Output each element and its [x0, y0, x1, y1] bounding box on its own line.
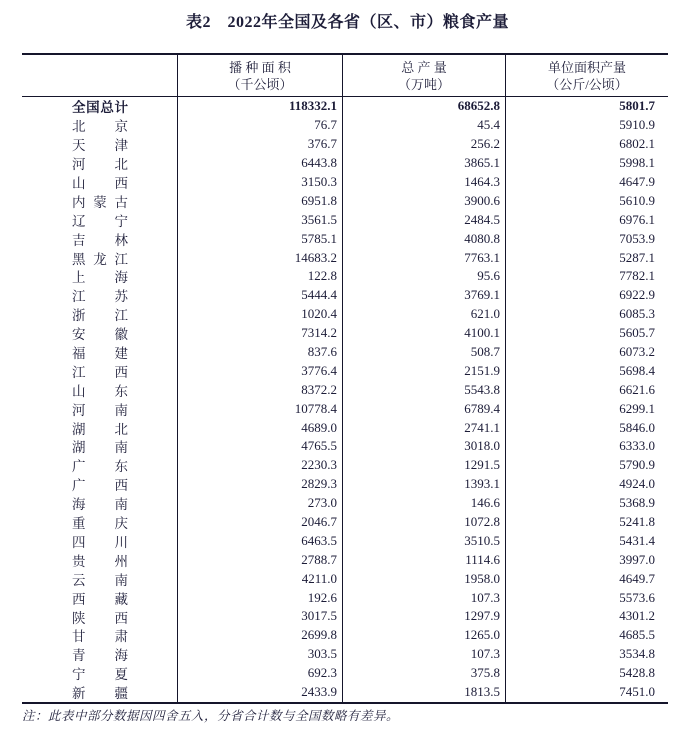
total-output-cell: 3865.1: [342, 154, 505, 173]
header-unit: （公斤/公顷）: [546, 76, 628, 92]
sown-area-cell: 6443.8: [177, 154, 342, 173]
region-cell: [22, 380, 177, 399]
region-name: 内蒙古: [72, 194, 128, 210]
table-body: [22, 97, 668, 702]
sown-area-cell: 118332.1: [177, 97, 342, 116]
region-name: 云南: [72, 572, 128, 588]
region-cell: [22, 437, 177, 456]
total-output-cell: 3510.5: [342, 531, 505, 550]
yield-cell: 7451.0: [505, 683, 668, 702]
region-cell: [22, 588, 177, 607]
yield-cell: 5790.9: [505, 456, 668, 475]
yield-cell: 7782.1: [505, 267, 668, 286]
yield-cell: 4924.0: [505, 475, 668, 494]
region-cell: [22, 324, 177, 343]
table-row: [22, 456, 668, 475]
region-name: 甘肃: [72, 629, 128, 645]
region-name: 新疆: [72, 686, 128, 702]
region-name: 宁夏: [72, 667, 128, 683]
region-name: 北京: [72, 119, 128, 135]
sown-area-cell: 5444.4: [177, 286, 342, 305]
yield-cell: 5428.8: [505, 664, 668, 683]
region-name: 山东: [72, 383, 128, 399]
yield-cell: 5573.6: [505, 588, 668, 607]
sown-area-cell: 303.5: [177, 645, 342, 664]
yield-cell: 4647.9: [505, 173, 668, 192]
total-output-cell: 146.6: [342, 494, 505, 513]
total-output-cell: 2151.9: [342, 361, 505, 380]
sown-area-cell: 122.8: [177, 267, 342, 286]
table-row: [22, 116, 668, 135]
table-row: [22, 494, 668, 513]
table-row: [22, 569, 668, 588]
table-row: [22, 437, 668, 456]
yield-cell: 5846.0: [505, 418, 668, 437]
sown-area-cell: 837.6: [177, 343, 342, 362]
region-name: 湖北: [72, 421, 128, 437]
sown-area-cell: 2230.3: [177, 456, 342, 475]
yield-cell: 5910.9: [505, 116, 668, 135]
total-output-cell: 2741.1: [342, 418, 505, 437]
region-name: 广西: [72, 478, 128, 494]
sown-area-cell: 14683.2: [177, 248, 342, 267]
yield-cell: 4301.2: [505, 607, 668, 626]
yield-cell: 5287.1: [505, 248, 668, 267]
region-cell: [22, 399, 177, 418]
sown-area-cell: 7314.2: [177, 324, 342, 343]
header-label: 单位面积产量: [547, 59, 626, 75]
sown-area-cell: 76.7: [177, 116, 342, 135]
sown-area-cell: 2788.7: [177, 550, 342, 569]
table-row: [22, 588, 668, 607]
header-unit: （千公顷）: [227, 76, 293, 92]
sown-area-cell: 4211.0: [177, 569, 342, 588]
header-sown-area: [177, 55, 342, 96]
sown-area-cell: 1020.4: [177, 305, 342, 324]
region-cell: [22, 513, 177, 532]
yield-cell: 6333.0: [505, 437, 668, 456]
region-cell: [22, 248, 177, 267]
region-name: 福建: [72, 346, 128, 362]
region-name: 上海: [72, 270, 128, 286]
total-output-cell: 3018.0: [342, 437, 505, 456]
region-name: 陕西: [72, 610, 128, 626]
yield-cell: 5605.7: [505, 324, 668, 343]
total-output-cell: 3900.6: [342, 191, 505, 210]
yield-cell: 6299.1: [505, 399, 668, 418]
sown-area-cell: 5785.1: [177, 229, 342, 248]
region-cell: [22, 475, 177, 494]
region-cell: [22, 154, 177, 173]
yield-cell: 6976.1: [505, 210, 668, 229]
region-cell: [22, 191, 177, 210]
region-cell: [22, 550, 177, 569]
table-row: [22, 607, 668, 626]
table-row: [22, 135, 668, 154]
table-row: [22, 626, 668, 645]
table-row: [22, 550, 668, 569]
sown-area-cell: 4689.0: [177, 418, 342, 437]
sown-area-cell: 6463.5: [177, 531, 342, 550]
total-output-cell: 375.8: [342, 664, 505, 683]
table-row: [22, 343, 668, 362]
table-row: [22, 97, 668, 116]
sown-area-cell: 2433.9: [177, 683, 342, 702]
region-name: 山西: [72, 176, 128, 192]
region-name: 江西: [72, 364, 128, 380]
region-cell: [22, 531, 177, 550]
total-output-cell: 1114.6: [342, 550, 505, 569]
region-name: 贵州: [72, 553, 128, 569]
region-cell: [22, 343, 177, 362]
region-cell: [22, 361, 177, 380]
sown-area-cell: 692.3: [177, 664, 342, 683]
region-cell: [22, 418, 177, 437]
table-row: [22, 513, 668, 532]
sown-area-cell: 3561.5: [177, 210, 342, 229]
sown-area-cell: 2699.8: [177, 626, 342, 645]
total-output-cell: 7763.1: [342, 248, 505, 267]
yield-cell: 5610.9: [505, 191, 668, 210]
yield-cell: 3534.8: [505, 645, 668, 664]
yield-cell: 4649.7: [505, 569, 668, 588]
region-cell: [22, 664, 177, 683]
yield-cell: 6802.1: [505, 135, 668, 154]
region-name: 安徽: [72, 327, 128, 343]
total-output-cell: 107.3: [342, 645, 505, 664]
total-output-cell: 1291.5: [342, 456, 505, 475]
region-cell: [22, 210, 177, 229]
region-name: 青海: [72, 648, 128, 664]
table-row: [22, 324, 668, 343]
sown-area-cell: 376.7: [177, 135, 342, 154]
region-name: 重庆: [72, 516, 128, 532]
total-output-cell: 4080.8: [342, 229, 505, 248]
sown-area-cell: 192.6: [177, 588, 342, 607]
region-cell: [22, 97, 177, 116]
total-output-cell: 6789.4: [342, 399, 505, 418]
table-row: [22, 683, 668, 702]
table-row: [22, 399, 668, 418]
table-row: [22, 267, 668, 286]
region-name: 浙江: [72, 308, 128, 324]
table-row: [22, 531, 668, 550]
yield-cell: 6922.9: [505, 286, 668, 305]
yield-cell: 5998.1: [505, 154, 668, 173]
sown-area-cell: 6951.8: [177, 191, 342, 210]
total-output-cell: 45.4: [342, 116, 505, 135]
table-row: [22, 645, 668, 664]
region-name: 西藏: [72, 591, 128, 607]
region-name: 天津: [72, 138, 128, 154]
footnote: 注：此表中部分数据因四舍五入，分省合计数与全国数略有差异。: [22, 709, 400, 723]
yield-cell: 5431.4: [505, 531, 668, 550]
table-row: [22, 380, 668, 399]
yield-cell: 3997.0: [505, 550, 668, 569]
region-cell: [22, 645, 177, 664]
sown-area-cell: 2829.3: [177, 475, 342, 494]
sown-area-cell: 273.0: [177, 494, 342, 513]
region-cell: [22, 569, 177, 588]
region-name: 湖南: [72, 440, 128, 456]
total-output-cell: 621.0: [342, 305, 505, 324]
total-output-cell: 1072.8: [342, 513, 505, 532]
region-name: 广东: [72, 459, 128, 475]
header-label: 总 产 量: [401, 59, 447, 75]
region-cell: [22, 286, 177, 305]
region-cell: [22, 305, 177, 324]
yield-cell: 5801.7: [505, 97, 668, 116]
table-row: [22, 418, 668, 437]
region-cell: [22, 607, 177, 626]
yield-cell: 5368.9: [505, 494, 668, 513]
region-cell: [22, 116, 177, 135]
yield-cell: 4685.5: [505, 626, 668, 645]
table-header-row: [22, 55, 668, 97]
total-output-cell: 508.7: [342, 343, 505, 362]
table-row: [22, 664, 668, 683]
table-row: [22, 191, 668, 210]
sown-area-cell: 3017.5: [177, 607, 342, 626]
region-cell: [22, 626, 177, 645]
total-output-cell: 1265.0: [342, 626, 505, 645]
header-label: 播 种 面 积: [229, 59, 291, 75]
total-output-cell: 107.3: [342, 588, 505, 607]
total-output-cell: 3769.1: [342, 286, 505, 305]
region-name: 全国总计: [72, 100, 128, 116]
table-row: [22, 229, 668, 248]
yield-cell: 6621.6: [505, 380, 668, 399]
total-output-cell: 95.6: [342, 267, 505, 286]
table-row: [22, 286, 668, 305]
total-output-cell: 1297.9: [342, 607, 505, 626]
sown-area-cell: 4765.5: [177, 437, 342, 456]
sown-area-cell: 3150.3: [177, 173, 342, 192]
sown-area-cell: 2046.7: [177, 513, 342, 532]
region-cell: [22, 456, 177, 475]
region-name: 海南: [72, 497, 128, 513]
header-region-column: [22, 55, 177, 96]
region-name: 河南: [72, 402, 128, 418]
total-output-cell: 4100.1: [342, 324, 505, 343]
grain-output-table: [22, 53, 668, 704]
sown-area-cell: 8372.2: [177, 380, 342, 399]
region-name: 河北: [72, 157, 128, 173]
region-name: 黑龙江: [72, 251, 128, 267]
table-row: [22, 248, 668, 267]
total-output-cell: 1813.5: [342, 683, 505, 702]
region-name: 江苏: [72, 289, 128, 305]
region-name: 四川: [72, 534, 128, 550]
table-row: [22, 361, 668, 380]
yield-cell: 6073.2: [505, 343, 668, 362]
total-output-cell: 68652.8: [342, 97, 505, 116]
total-output-cell: 256.2: [342, 135, 505, 154]
yield-cell: 5241.8: [505, 513, 668, 532]
sown-area-cell: 10778.4: [177, 399, 342, 418]
region-cell: [22, 229, 177, 248]
header-unit: （万吨）: [397, 76, 450, 92]
total-output-cell: 5543.8: [342, 380, 505, 399]
page-title: 表2 2022年全国及各省（区、市）粮食产量: [185, 14, 509, 31]
table-row: [22, 173, 668, 192]
total-output-cell: 2484.5: [342, 210, 505, 229]
region-cell: [22, 135, 177, 154]
yield-cell: 7053.9: [505, 229, 668, 248]
table-row: [22, 210, 668, 229]
header-yield-per-unit: [505, 55, 668, 96]
sown-area-cell: 3776.4: [177, 361, 342, 380]
region-cell: [22, 494, 177, 513]
region-cell: [22, 173, 177, 192]
yield-cell: 5698.4: [505, 361, 668, 380]
region-name: 吉林: [72, 232, 128, 248]
header-total-output: [342, 55, 505, 96]
yield-cell: 6085.3: [505, 305, 668, 324]
table-row: [22, 305, 668, 324]
region-cell: [22, 683, 177, 702]
region-name: 辽宁: [72, 213, 128, 229]
total-output-cell: 1393.1: [342, 475, 505, 494]
total-output-cell: 1958.0: [342, 569, 505, 588]
table-row: [22, 154, 668, 173]
total-output-cell: 1464.3: [342, 173, 505, 192]
table-row: [22, 475, 668, 494]
region-cell: [22, 267, 177, 286]
